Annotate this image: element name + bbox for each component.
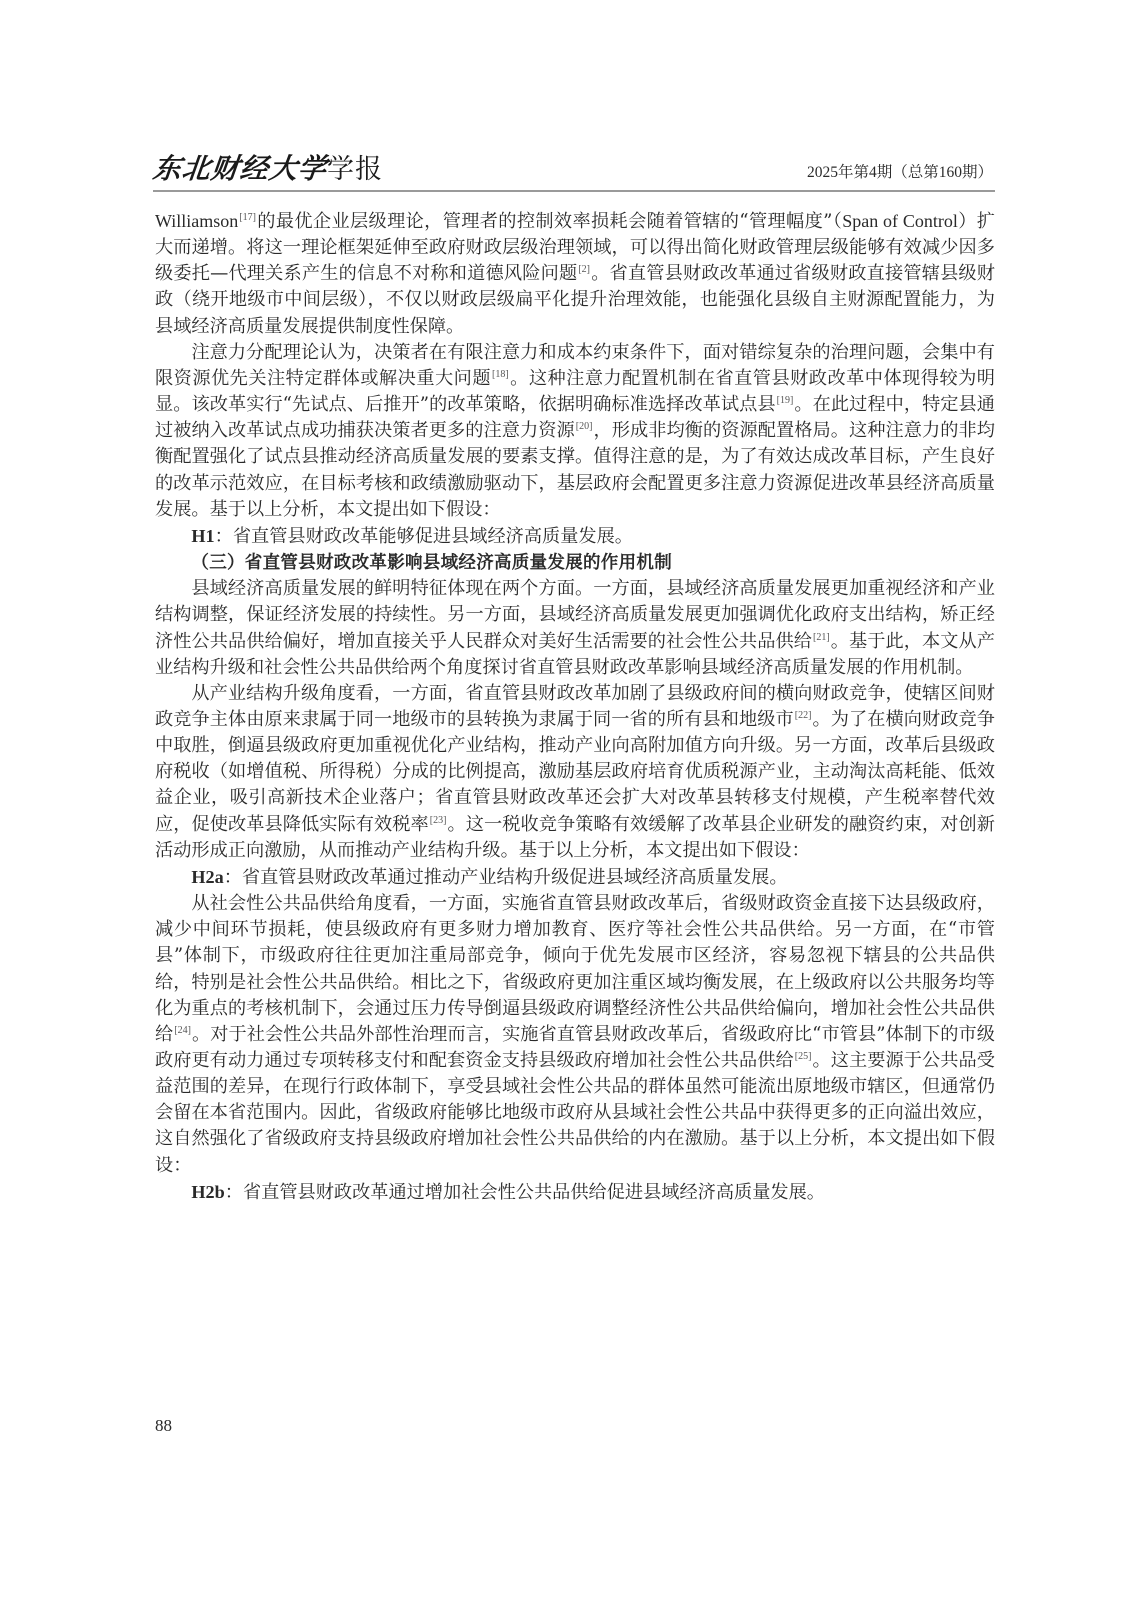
hypothesis xyxy=(155,523,995,550)
journal-name-calligraphy: 东北财经大学 xyxy=(151,152,329,185)
paragraph xyxy=(155,340,995,523)
body-text-run: 。这一税收竞争策略有效缓解了改革县企业研发的融资约束，对创新活动形成正向激励，从而推动产业结构升级。基于以上分析，本文提出如下假设： xyxy=(155,813,995,861)
hypothesis-label: H2b xyxy=(191,1181,225,1202)
paragraph xyxy=(155,576,995,681)
citation-ref[interactable]: [22] xyxy=(794,709,812,721)
body-text-run: 县域经济高质量发展的鲜明特征体现在两个方面。一方面，县域经济高质量发展更加重视经济和产业结构调整，保证经济发展的持续性。另一方面，县域经济高质量发展更加强调优化政府支出结构，矫正经济性公共品供给偏好，增加直接关乎人民群众对美好生活需要的社会性公共品供给 xyxy=(155,578,995,652)
body-text-run: ：省直管县财政改革通过增加社会性公共品供给促进县域经济高质量发展。 xyxy=(224,1181,825,1203)
citation-ref[interactable]: [2] xyxy=(578,264,591,276)
citation-ref[interactable]: [25] xyxy=(794,1051,812,1062)
paragraph xyxy=(155,891,995,1179)
journal-name-suffix: 学报 xyxy=(327,154,384,185)
paragraph xyxy=(155,208,995,340)
article-body xyxy=(155,208,995,1206)
body-text-run: 从产业结构升级角度看，一方面，省直管县财政改革加剧了县级政府间的横向财政竞争，使辖区间财政竞争主体由原来隶属于同一地级市的县转换为隶属于同一省的所有县和地级市 xyxy=(155,682,995,730)
body-text-run: 。省直管县财政改革通过省级财政直接管辖县级财政（绕开地级市中间层级），不仅以财政层级扁平化提升治理效能，也能强化县级自主财源配置能力，为县域经济高质量发展提供制度性保障。 xyxy=(155,263,995,337)
citation-ref[interactable]: [17] xyxy=(239,212,256,223)
body-text-run: 。在此过程中，特定县通过被纳入改革试点成功捕获决策者更多的注意力资源 xyxy=(155,394,995,442)
body-text-run: 。基于此，本文从产业结构升级和社会性公共品供给两个角度探讨省直管县财政改革影响县域经济高质量发展的作用机制。 xyxy=(155,630,995,678)
section-heading xyxy=(155,550,995,576)
citation-ref[interactable]: [20] xyxy=(575,421,593,433)
page-number: 88 xyxy=(155,1416,172,1435)
body-text-run: ：省直管县财政改革能够促进县域经济高质量发展。 xyxy=(214,525,633,547)
citation-ref[interactable]: [23] xyxy=(429,814,447,826)
hypothesis-label: H2a xyxy=(191,866,224,887)
body-text-run: 。这种注意力配置机制在省直管县财政改革中体现得较为明显。该改革实行“先试点、后推开”的改革策略，依据明确标准选择改革试点县 xyxy=(155,367,995,416)
body-text-run: 。为了在横向财政竞争中取胜，倒逼县级政府更加重视优化产业结构，推动产业向高附加值方向升级。另一方面，改革后县级政府税收（如增值税、所得税）分成的比例提高，激励基层政府培育优质税源产业，主动淘汰高耗能、低效益企业，吸引高新技术企业落户；省直管县财政改革还会扩大对改革县转移支付规模，产生税率替代效应，促使改革县降低实际有效税率 xyxy=(155,708,995,835)
latin-text: Span of Control xyxy=(842,211,958,231)
body-text-run: ，形成非均衡的资源配置格局。这种注意力的非均衡配置强化了试点县推动经济高质量发展的要素支撑。值得注意的是，为了有效达成改革目标，产生良好的改革示范效应，在目标考核和政绩激励驱动下，基层政府会配置更多注意力资源促进改革县经济高质量发展。基于以上分析，本文提出如下假设： xyxy=(155,420,995,520)
section-heading-text: （三）省直管县财政改革影响县域经济高质量发展的作用机制 xyxy=(191,553,672,574)
body-text-run: ）扩大而递增。将这一理论框架延伸至政府财政层级治理领域，可以得出简化财政管理层级能够有效减少因多级委托—代理关系产生的信息不对称和道德风险问题 xyxy=(155,211,995,285)
hypothesis xyxy=(155,864,995,891)
paragraph xyxy=(155,681,995,864)
body-text-run: 从社会性公共品供给角度看，一方面，实施省直管县财政改革后，省级财政资金直接下达县级政府，减少中间环节损耗，使县级政府有更多财力增加教育、医疗等社会性公共品供给。另一方面，在“市管县”体制下，市级政府往往更加注重局部竞争，倾向于优先发展市区经济，容易忽视下辖县的公共品供给，特别是社会性公共品供给。相比之下，省级政府更加注重区域均衡发展，在上级政府以公共服务均等化为重点的考核机制下，会通过压力传导倒逼县级政府调整经济性公共品供给偏向，增加社会性公共品供给 xyxy=(155,893,995,1045)
citation-ref[interactable]: [18] xyxy=(492,368,509,380)
citation-ref[interactable]: [24] xyxy=(174,1024,191,1036)
citation-ref[interactable]: [19] xyxy=(776,395,794,407)
body-text-run: 的最优企业层级理论，管理者的控制效率损耗会随着管辖的“管理幅度”（ xyxy=(256,211,843,232)
hypothesis xyxy=(155,1179,995,1206)
body-text-run: 。这主要源于公共品受益范围的差异，在现行行政体制下，享受县域社会性公共品的群体虽然可能流出原地级市辖区，但通常仍会留在本省范围内。因此，省级政府能够比地级市政府从县域社会性公共品中获得更多的正向溢出效应，这自然强化了省级政府支持县级政府增加社会性公共品供给的内在激励。基于以上分析，本文提出如下假设： xyxy=(155,1050,995,1176)
body-text-run: 。对于社会性公共品外部性治理而言，实施省直管县财政改革后，省级政府比“市管县”体制下的市级政府更有动力通过专项转移支付和配套资金支持县级政府增加社会性公共品供给 xyxy=(155,1023,995,1071)
citation-ref[interactable]: [21] xyxy=(813,631,830,643)
hypothesis-label: H1 xyxy=(191,525,215,546)
latin-text: Williamson xyxy=(155,211,239,231)
running-header xyxy=(153,152,995,192)
body-text-run: 注意力分配理论认为，决策者在有限注意力和成本约束条件下，面对错综复杂的治理问题，会集中有限资源优先关注特定群体或解决重大问题 xyxy=(155,341,995,389)
body-text-run: ：省直管县财政改革通过推动产业结构升级促进县域经济高质量发展。 xyxy=(223,866,788,888)
issue-info: 2025年第4期（总第160期） xyxy=(806,164,993,181)
journal-name xyxy=(153,152,383,187)
